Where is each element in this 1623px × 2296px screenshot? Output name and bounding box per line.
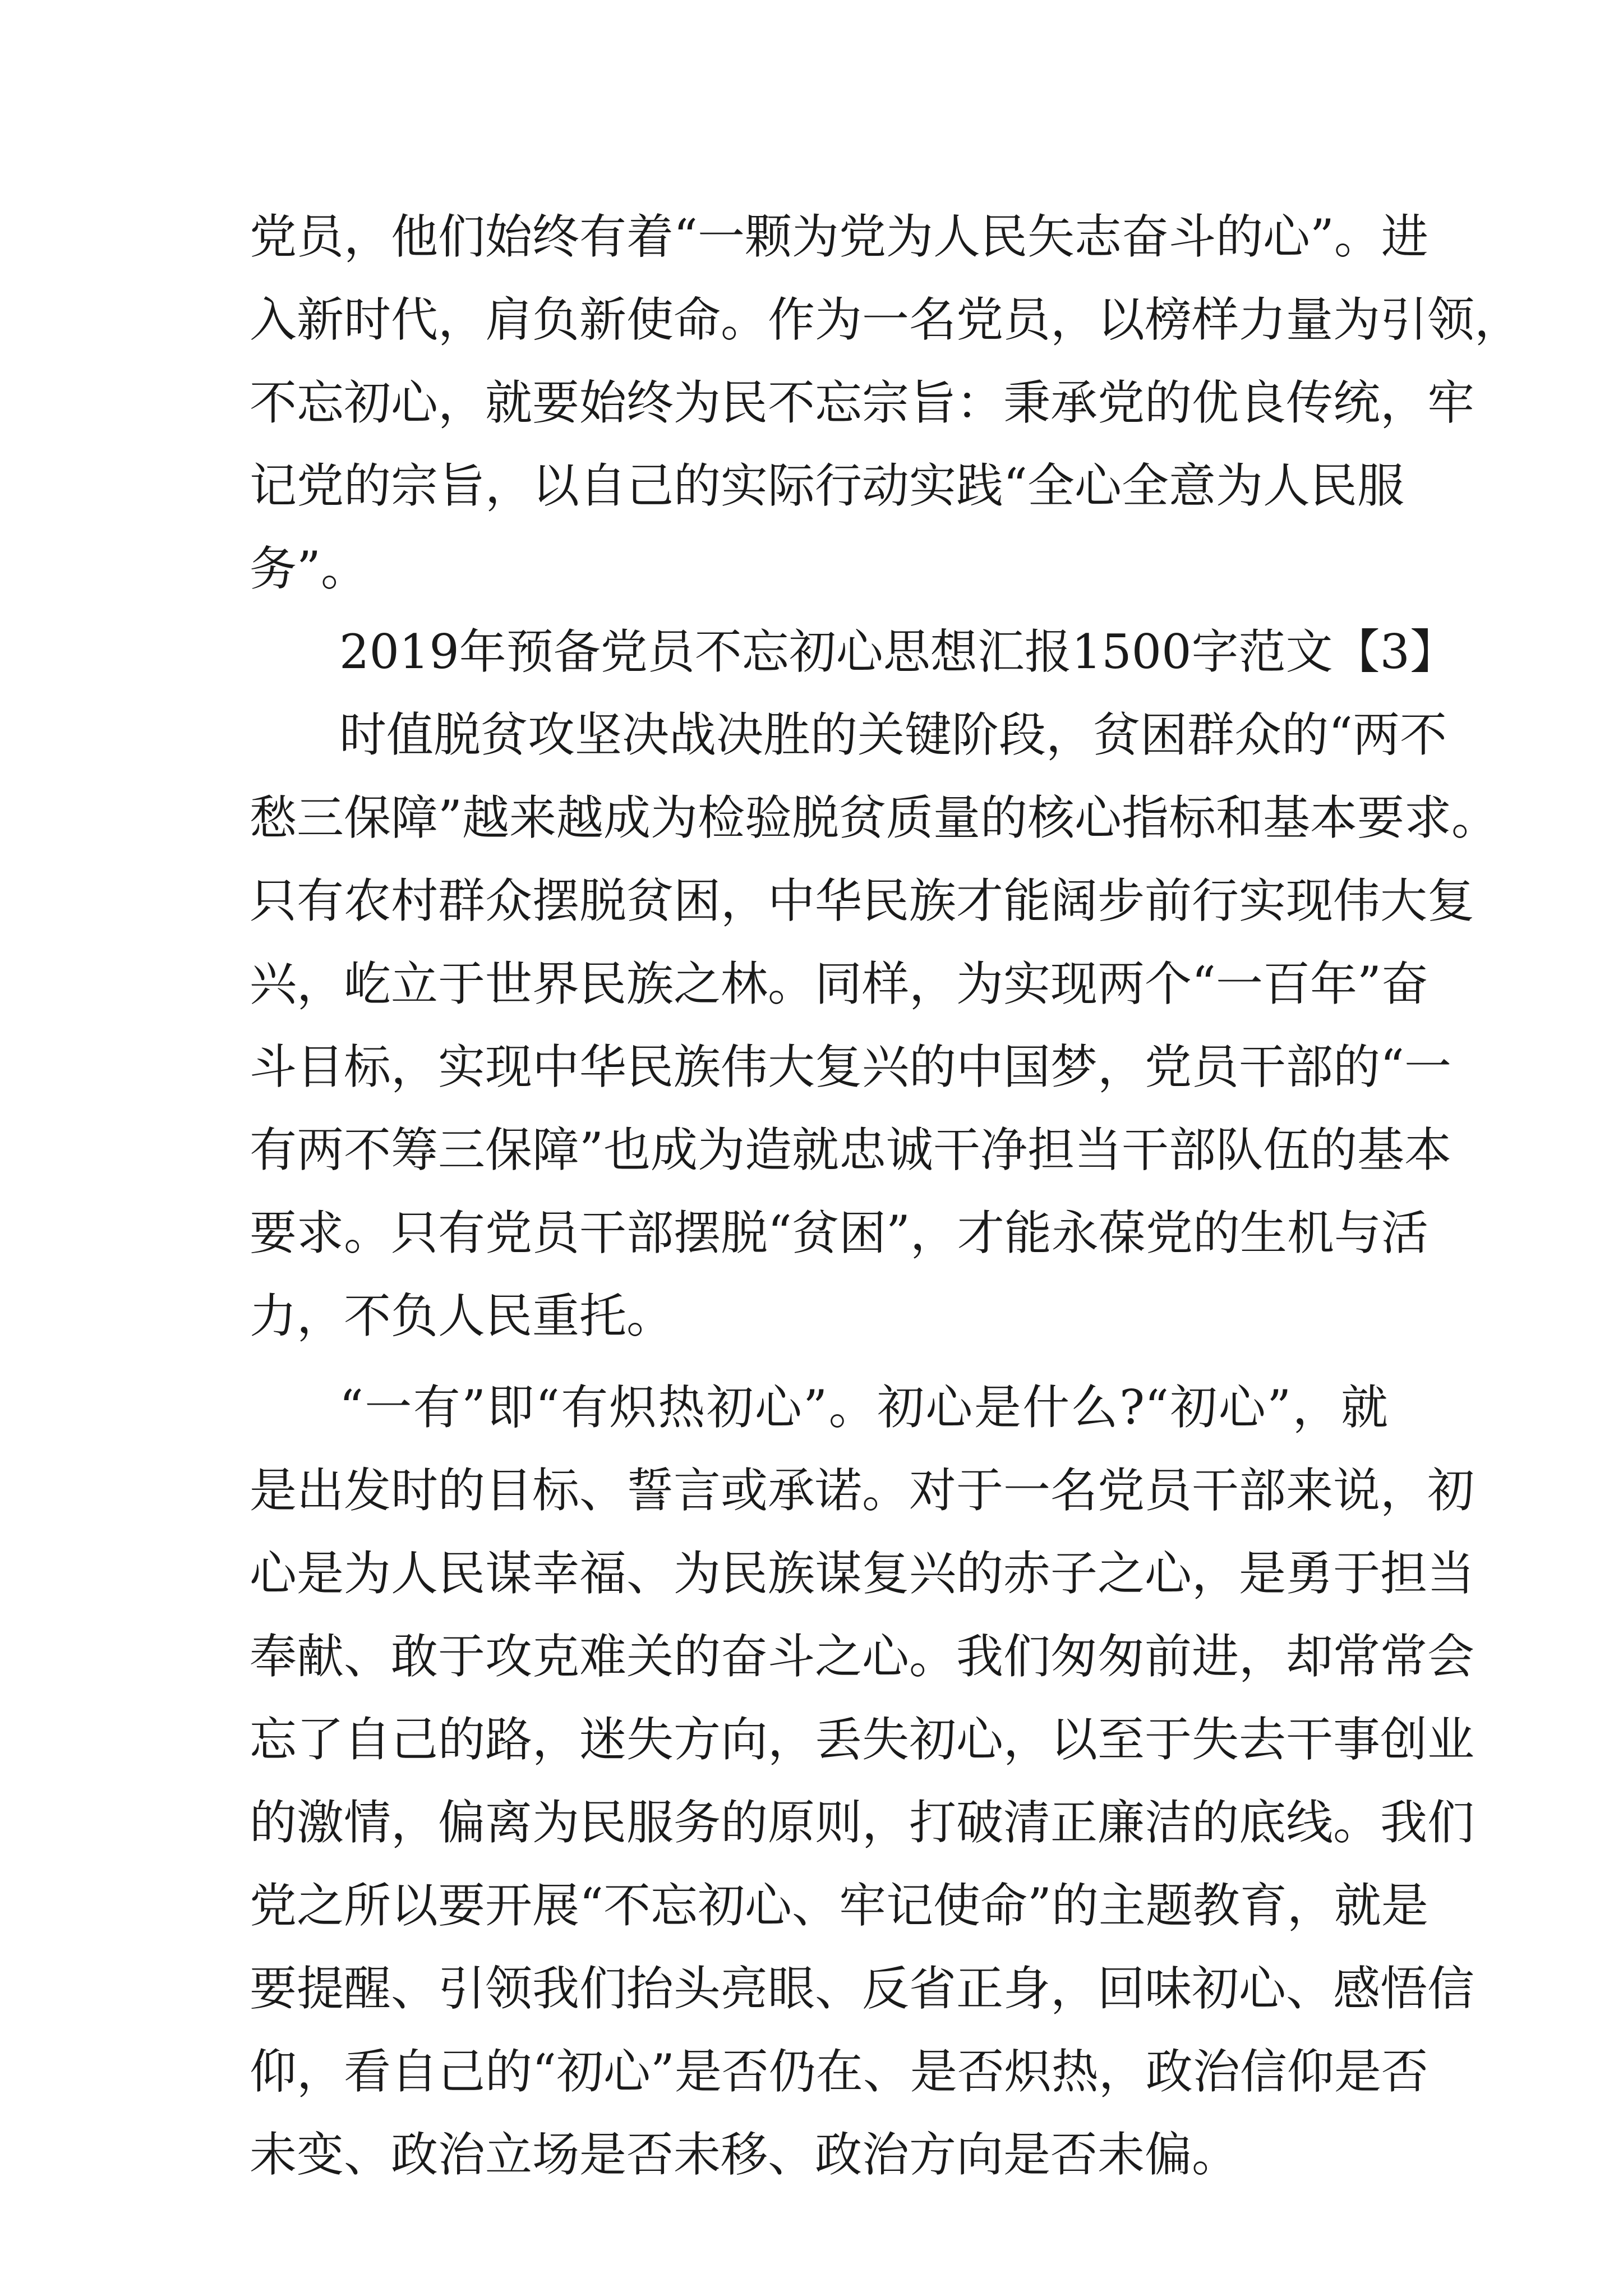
text-line: 仰，看自己的“初心”是否仍在、是否炽热，政治信仰是否 (250, 2044, 1428, 2099)
text-line: 力，不负人民重托。 (250, 1289, 674, 1343)
text-line: “一有”即“有炽热初心”。初心是什么?“初心”，就 (339, 1380, 1388, 1435)
text-line: 时值脱贫攻坚决战决胜的关键阶段，贫困群众的“两不 (339, 707, 1447, 762)
text-line: 的激情，偏离为民服务的原则，打破清正廉洁的底线。我们 (250, 1795, 1475, 1850)
text-line: 只有农村群众摆脱贫困，中华民族才能阔步前行实现伟大复 (250, 873, 1475, 928)
text-line: 要提醒、引领我们抬头亮眼、反省正身，回味初心、感悟信 (250, 1961, 1475, 2016)
text-line: 是出发时的目标、誓言或承诺。对于一名党员干部来说，初 (250, 1463, 1475, 1518)
text-line: 要求。只有党员干部摆脱“贫困”，才能永葆党的生机与活 (250, 1205, 1428, 1260)
text-line: 党员，他们始终有着“一颗为党为人民矢志奋斗的心”。进 (250, 209, 1428, 264)
text-line: 入新时代，肩负新使命。作为一名党员，以榜样力量为引领， (250, 292, 1522, 347)
text-line: 忘了自己的路，迷失方向，丢失初心，以至于失去干事创业 (250, 1712, 1475, 1767)
text-line: 务”。 (250, 541, 368, 596)
text-line: 奉献、敢于攻克难关的奋斗之心。我们匆匆前进，却常常会 (250, 1629, 1475, 1684)
section-heading: 2019年预备党员不忘初心思想汇报1500字范文【3】 (339, 624, 1457, 679)
text-line: 有两不筹三保障”也成为造就忠诚干净担当干部队伍的基本 (250, 1122, 1451, 1177)
text-line: 心是为人民谋幸福、为民族谋复兴的赤子之心，是勇于担当 (250, 1546, 1475, 1601)
text-line: 不忘初心，就要始终为民不忘宗旨：秉承党的优良传统，牢 (250, 375, 1475, 430)
text-line: 记党的宗旨，以自己的实际行动实践“全心全意为人民服 (250, 458, 1404, 513)
text-line: 党之所以要开展“不忘初心、牢记使命”的主题教育，就是 (250, 1878, 1428, 1933)
text-line: 兴，屹立于世界民族之林。同样，为实现两个“一百年”奋 (250, 956, 1428, 1011)
text-line: 未变、政治立场是否未移、政治方向是否未偏。 (250, 2127, 1239, 2182)
text-line: 愁三保障”越来越成为检验脱贫质量的核心指标和基本要求。 (250, 790, 1498, 845)
text-line: 斗目标，实现中华民族伟大复兴的中国梦，党员干部的“一 (250, 1039, 1451, 1094)
